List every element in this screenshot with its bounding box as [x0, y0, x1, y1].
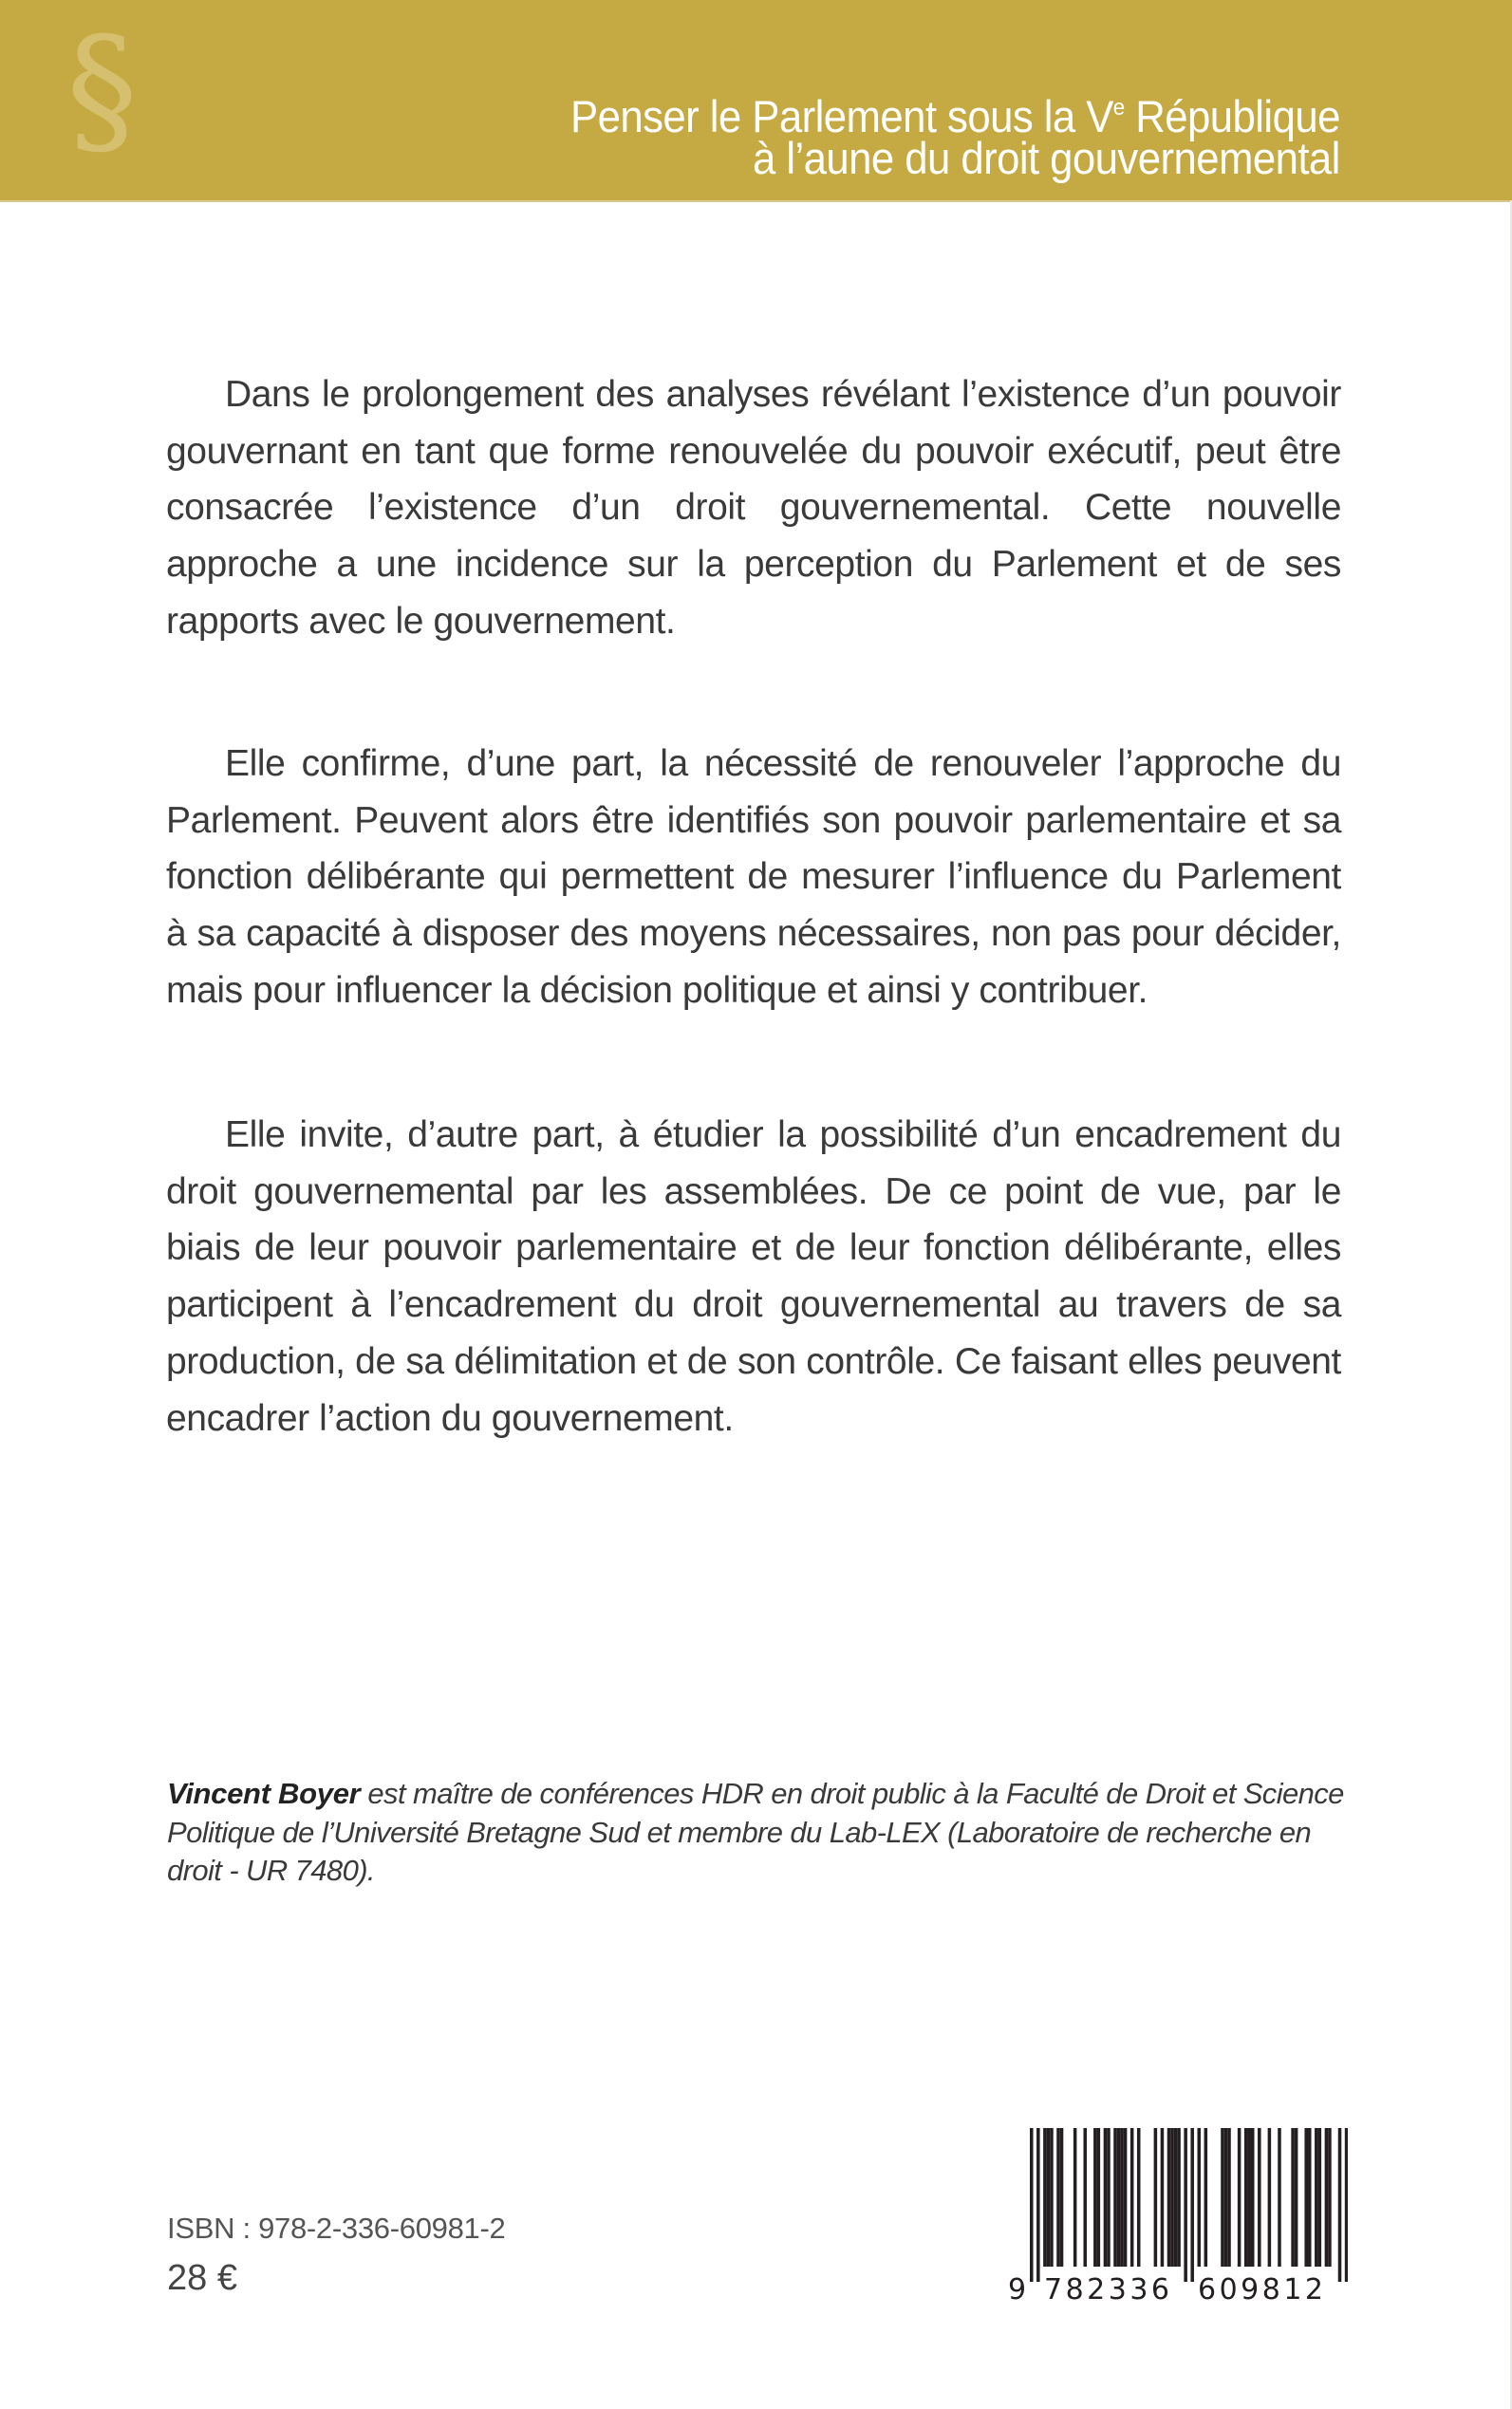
- author-bio: [167, 1775, 1344, 1891]
- title-superscript: e: [1112, 95, 1125, 121]
- summary-paragraph-2: Elle confirme, d’une part, la nécessité de renouveler l’approche du Parlement. Peuvent alors être identifiés son pouvoir parlementaire et sa fonction délibérante qui permettent de mesurer l’influence du Parlement à sa capacité à disposer des moyens nécessaires, non pas pour décider, mais pour influencer la décision politique et ainsi y contribuer.: [166, 743, 1341, 1011]
- svg-text:782336: 782336: [1044, 2273, 1173, 2306]
- author-bio-text: est maître de conférences HDR en droit public à la Faculté de Droit et Science Politique de l’Université Bretagne Sud et membre du Lab-LEX (Laboratoire de recherche en droit - UR 7480).: [167, 1777, 1344, 1887]
- barcode: [1006, 2126, 1348, 2306]
- author-name: Vincent Boyer: [167, 1777, 361, 1810]
- barcode-icon: [1006, 2126, 1348, 2306]
- title-band: [0, 0, 1512, 202]
- section-sign-icon: §: [66, 8, 138, 173]
- title-line-2: à l’aune du droit gouvernemental: [753, 133, 1340, 184]
- summary-paragraph-1: Dans le prolongement des analyses révélant l’existence d’un pouvoir gouvernant en tant que forme renouvelée du pouvoir exécutif, peut être consacrée l’existence d’un droit gouvernemental. Cette nouvelle approche a une incidence sur la perception du Parlement et de ses rapports avec le gouvernement.: [166, 374, 1341, 642]
- price: 28 €: [167, 2258, 237, 2298]
- isbn: ISBN : 978-2-336-60981-2: [167, 2212, 506, 2245]
- book-title: [570, 91, 1340, 184]
- title-line-1: Penser le Parlement sous la Ve République: [570, 91, 1340, 142]
- svg-text:609812: 609812: [1198, 2273, 1327, 2306]
- summary-paragraph-3: Elle invite, d’autre part, à étudier la possibilité d’un encadrement du droit gouvernemental par les assemblées. De ce point de vue, par le biais de leur pouvoir parlementaire et de leur fonction délibérante, elles participent à l’encadrement du droit gouvernemental au travers de sa production, de sa délimitation et de son contrôle. Ce faisant elles peuvent encadrer l’action du gouvernement.: [166, 1114, 1341, 1439]
- svg-text:9: 9: [1008, 2273, 1030, 2306]
